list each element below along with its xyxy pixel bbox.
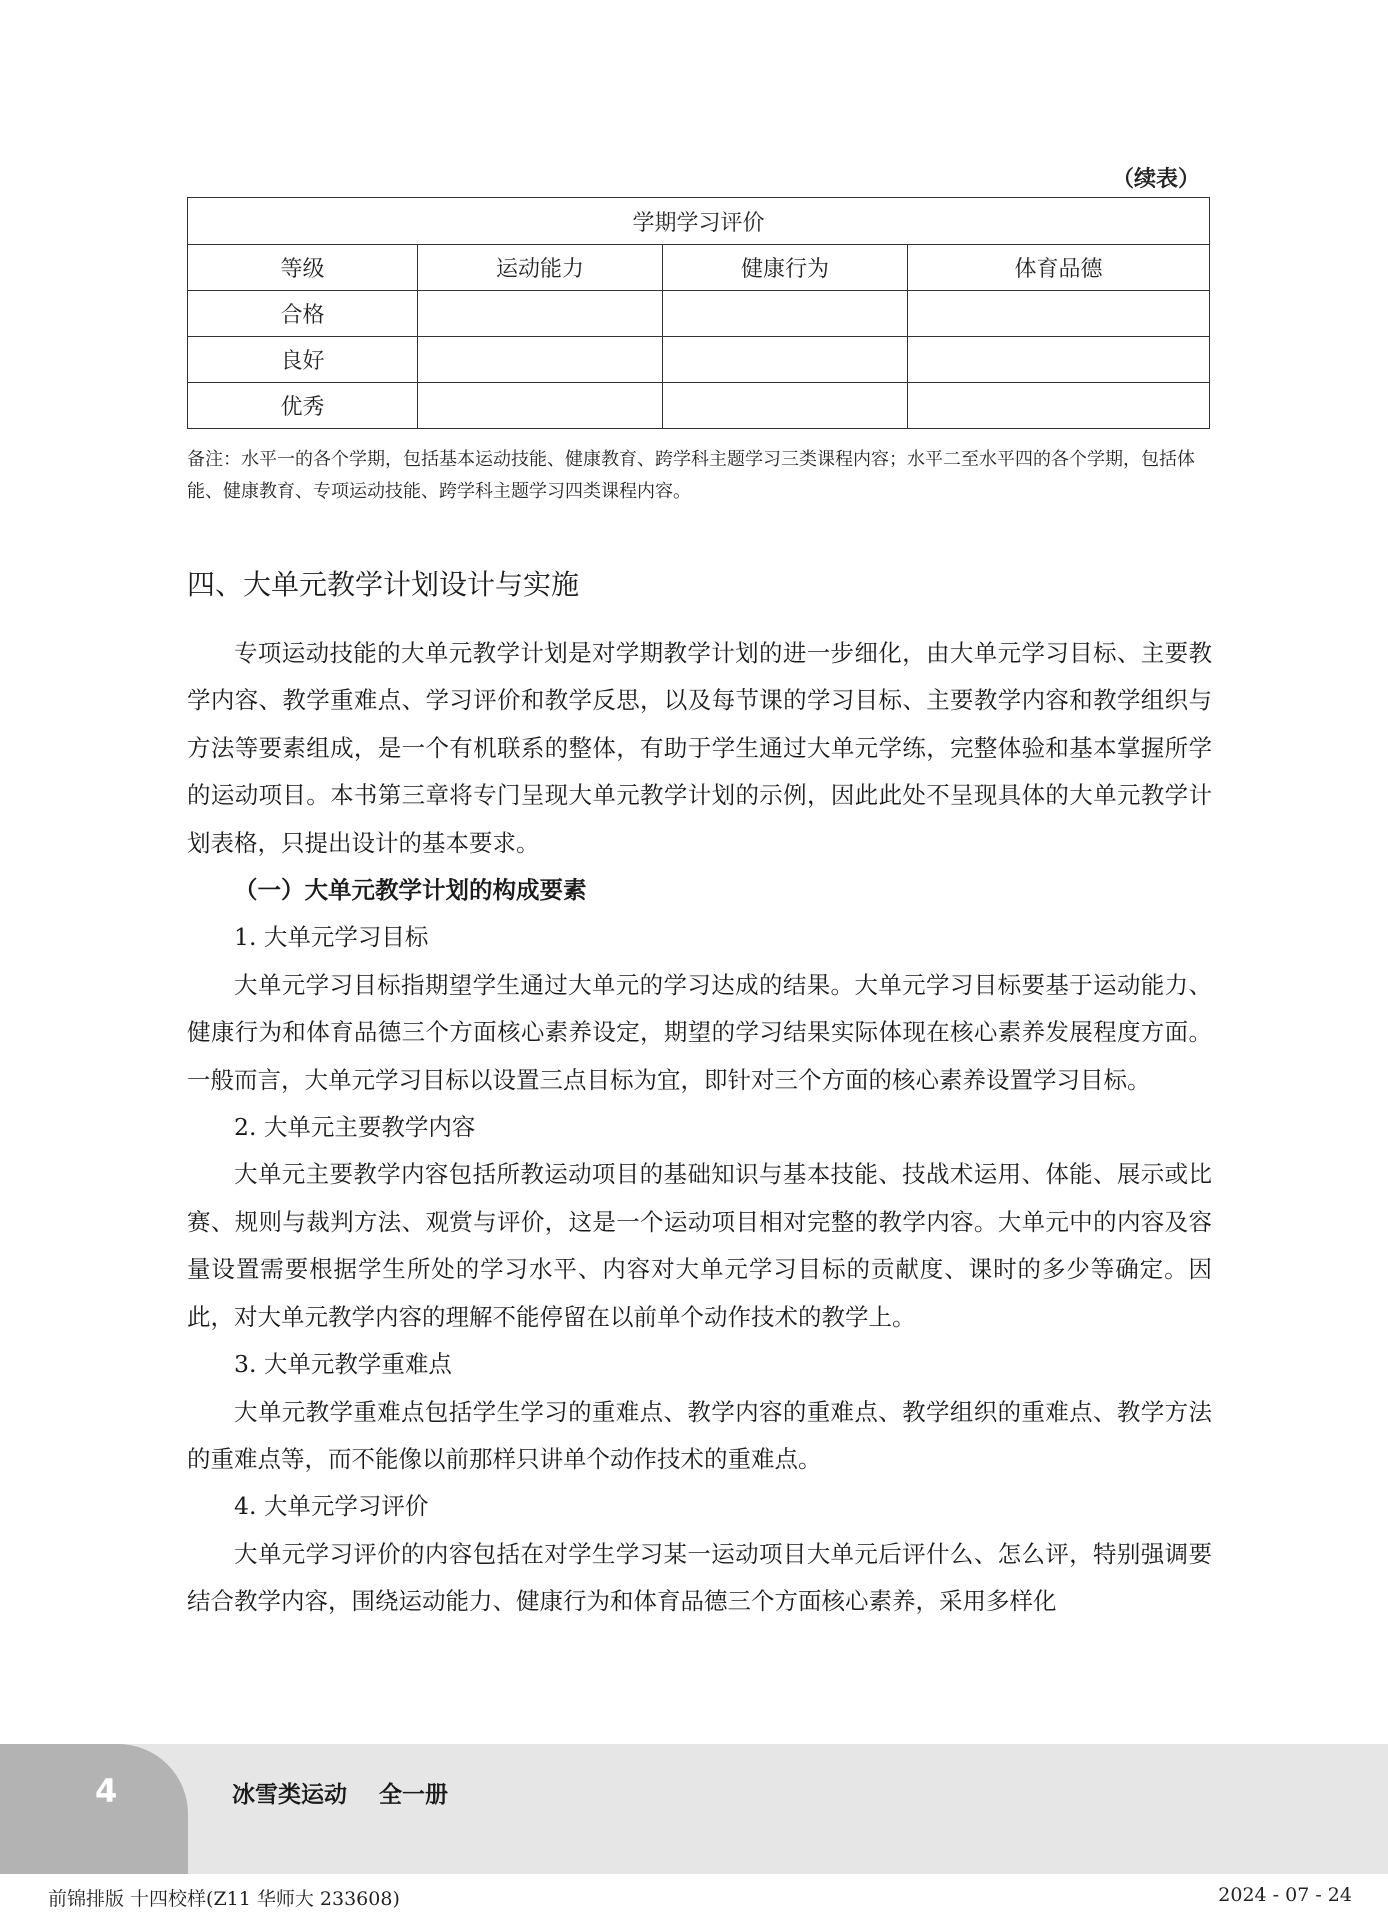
print-info-right: 2024 - 07 - 24: [1218, 1884, 1352, 1906]
table-cell: [418, 291, 663, 337]
header-cell-health-behavior: 健康行为: [663, 245, 908, 291]
footer-band: [0, 1744, 1388, 1874]
item-heading: 1. 大单元学习目标: [234, 923, 429, 952]
table-cell: [908, 383, 1210, 429]
paragraph: 大单元教学重难点包括学生学习的重难点、教学内容的重难点、教学组织的重难点、教学方法的重难点等，而不能像以前那样只讲单个动作技术的重难点。: [187, 1397, 1212, 1473]
table-title-row: [188, 198, 1210, 245]
table-cell: [418, 383, 663, 429]
book-title: 冰雪类运动 全一册: [232, 1782, 449, 1808]
item-heading: 2. 大单元主要教学内容: [234, 1113, 476, 1142]
header-cell-level: 等级: [188, 245, 418, 291]
body-text: [187, 630, 1212, 1626]
paragraph: 专项运动技能的大单元教学计划是对学期教学计划的进一步细化，由大单元学习目标、主要教学内容、教学重难点、学习评价和教学反思，以及每节课的学习目标、主要教学内容和教学组织与方法等要素组成，是一个有机联系的整体，有助于学生通过大单元学练，完整体验和基本掌握所学的运动项目。本书第三章将专门呈现大单元教学计划的示例，因此此处不呈现具体的大单元教学计划表格，只提出设计的基本要求。: [187, 639, 1212, 857]
table-cell: [908, 291, 1210, 337]
page-number-tab: [0, 1744, 188, 1874]
table-cell: [663, 291, 908, 337]
print-info-left: 前锦排版 十四校样(Z11 华师大 233608): [48, 1888, 400, 1910]
table-cell: [908, 337, 1210, 383]
subsection-heading: （一）大单元教学计划的构成要素: [234, 876, 587, 905]
paragraph: 大单元学习评价的内容包括在对学生学习某一运动项目大单元后评什么、怎么评，特别强调要结合教学内容，围绕运动能力、健康行为和体育品德三个方面核心素养，采用多样化: [187, 1539, 1212, 1616]
section-title: 四、大单元教学计划设计与实施: [187, 568, 580, 601]
paragraph: 大单元主要教学内容包括所教运动项目的基础知识与基本技能、技战术运用、体能、展示或比赛、规则与裁判方法、观赏与评价，这是一个运动项目相对完整的教学内容。大单元中的内容及容量设置需要根据学生所处的学习水平、内容对大单元学习目标的贡献度、课时的多少等确定。因此，对大单元教学内容的理解不能停留在以前单个动作技术的教学上。: [187, 1160, 1212, 1331]
item-heading: 4. 大单元学习评价: [234, 1492, 429, 1521]
table-title: 学期学习评价: [188, 198, 1210, 245]
continued-table-label: （续表）: [1111, 167, 1200, 192]
header-cell-sports-character: 体育品德: [908, 245, 1210, 291]
table-cell: [663, 383, 908, 429]
table-row: [188, 291, 1210, 337]
semester-evaluation-table: [187, 197, 1210, 429]
table-cell: [418, 337, 663, 383]
table-note: 备注：水平一的各个学期，包括基本运动技能、健康教育、跨学科主题学习三类课程内容；水平二至水平四的各个学期，包括体能、健康教育、专项运动技能、跨学科主题学习四类课程内容。: [187, 449, 1195, 502]
table-cell: [663, 337, 908, 383]
paragraph: 大单元学习目标指期望学生通过大单元的学习达成的结果。大单元学习目标要基于运动能力、健康行为和体育品德三个方面核心素养设定，期望的学习结果实际体现在核心素养发展程度方面。一般而言，大单元学习目标以设置三点目标为宜，即针对三个方面的核心素养设置学习目标。: [187, 970, 1212, 1094]
page-number: 4: [95, 1772, 118, 1810]
header-cell-motor-ability: 运动能力: [418, 245, 663, 291]
table-cell: 良好: [188, 337, 418, 383]
table-row: [188, 383, 1210, 429]
table-cell: 优秀: [188, 383, 418, 429]
table-row: [188, 337, 1210, 383]
table-cell: 合格: [188, 291, 418, 337]
table-header-row: [188, 245, 1210, 291]
item-heading: 3. 大单元教学重难点: [234, 1350, 452, 1379]
